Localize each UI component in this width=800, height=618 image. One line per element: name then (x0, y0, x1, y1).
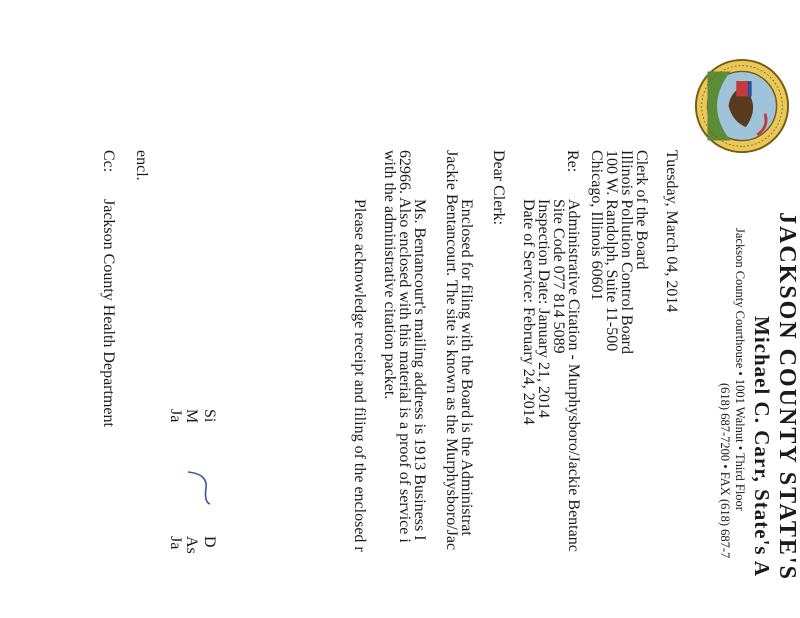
enclosure-note: encl. (133, 150, 150, 181)
re-line: Date of Service: February 24, 2014 (520, 199, 537, 425)
assistant-signer-title: As (183, 536, 200, 554)
office-heading: JACKSON COUNTY STATE'S (774, 212, 800, 581)
assistant-signer-name: D (201, 536, 218, 548)
signer-title: Ja (167, 409, 184, 423)
cc-label: Cc: (100, 150, 117, 173)
signature-stroke-icon (184, 468, 214, 508)
re-line: Site Code 077 814 5089 (550, 199, 567, 354)
paragraph-line: with the administrative citation packet. (381, 150, 398, 400)
paragraph-line: Ms. Bentancourt's mailing address is 1913 Business I (411, 199, 428, 541)
illinois-state-seal-icon (694, 58, 790, 154)
signer-name: M (183, 409, 200, 424)
cc-recipient: Jackson County Health Department (100, 199, 117, 427)
recipient-line: 100 W. Randolph, Suite 11-500 (603, 150, 620, 352)
assistant-signer-county: Ja (167, 536, 184, 550)
recipient-line: Chicago, Illinois 60601 (588, 150, 605, 301)
paragraph-line: Jackie Bentancourt. The site is known as the Murphysboro/Jac (443, 150, 460, 551)
letter-date: Tuesday, March 04, 2014 (663, 150, 680, 313)
paragraph-line: 62966. Also enclosed with this material is a proof of service i (396, 150, 413, 543)
recipient-line: Clerk of the Board (633, 150, 650, 270)
recipient-line: Illinois Pollution Control Board (618, 150, 635, 355)
office-address: Jackson County Courthouse • 1001 Walnut • Third Floor (733, 228, 747, 511)
salutation: Dear Clerk: (490, 150, 507, 226)
paragraph-line: Enclosed for filing with the Board is the Administrat (458, 199, 475, 536)
attorney-name: Michael C. Carr, State's A (750, 316, 774, 577)
closing-salutation: Si (201, 409, 218, 423)
paragraph-line: Please acknowledge receipt and filing of the enclosed r (351, 199, 368, 552)
office-phone: (618) 687-7200 • FAX (618) 687-7 (718, 383, 732, 559)
re-line: Inspection Date: January 21, 2014 (535, 199, 552, 419)
re-line: Administrative Citation - Murphysboro/Jackie Bentanc (565, 199, 582, 552)
re-label: Re: (564, 150, 581, 173)
